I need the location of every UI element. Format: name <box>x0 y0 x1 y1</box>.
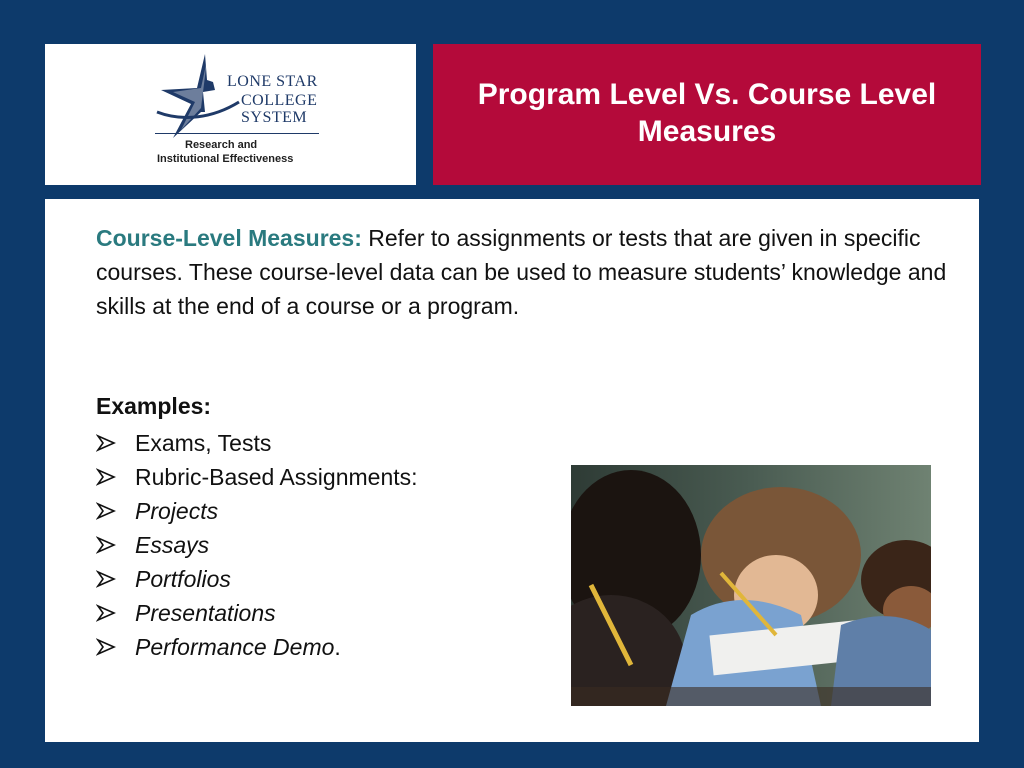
examples-heading: Examples: <box>96 393 212 419</box>
example-item <box>96 528 418 562</box>
example-item-text: Rubric-Based Assignments: <box>135 463 418 490</box>
arrow-bullet-icon <box>96 434 116 452</box>
arrow-bullet-icon <box>96 570 116 588</box>
example-item <box>96 460 418 494</box>
examples-list <box>96 426 418 664</box>
title-banner <box>433 44 981 185</box>
classroom-photo <box>571 465 931 706</box>
example-item <box>96 562 418 596</box>
example-item <box>96 494 418 528</box>
arrow-bullet-icon <box>96 468 116 486</box>
logo-line-2: COLLEGE <box>241 92 318 109</box>
arrow-bullet-icon <box>96 536 116 554</box>
logo-panel <box>45 44 416 185</box>
intro-paragraph <box>96 221 956 323</box>
arrow-bullet-icon <box>96 502 116 520</box>
arrow-bullet-icon <box>96 638 116 656</box>
example-item-text: Exams, Tests <box>135 429 272 456</box>
example-item-text: Performance Demo <box>135 633 335 660</box>
slide-title: Program Level Vs. Course Level Measures <box>477 78 937 148</box>
example-item <box>96 630 418 664</box>
intro-label: Course-Level Measures: <box>96 225 362 251</box>
star-logo-icon <box>153 52 243 140</box>
example-item <box>96 426 418 460</box>
example-item <box>96 596 418 630</box>
classroom-photo-illustration <box>571 465 931 706</box>
logo-line-3: SYSTEM <box>241 109 308 126</box>
example-item-suffix: . <box>334 633 341 660</box>
logo-line-1: LONE STAR <box>227 73 318 90</box>
content-panel <box>45 199 979 742</box>
logo-subtitle-2: Institutional Effectiveness <box>157 153 294 165</box>
logo-subtitle-1: Research and <box>185 139 258 151</box>
example-item-text: Essays <box>135 531 210 558</box>
intro-text: Refer to assignments or tests that are given in specific courses. These course-level data can be used to measure students’ knowledge and skills at the end of a course or a program. <box>96 225 947 319</box>
example-item-text: Presentations <box>135 599 276 626</box>
logo-divider <box>155 133 319 134</box>
arrow-bullet-icon <box>96 604 116 622</box>
example-item-text: Projects <box>135 497 219 524</box>
example-item-text: Portfolios <box>135 565 231 592</box>
